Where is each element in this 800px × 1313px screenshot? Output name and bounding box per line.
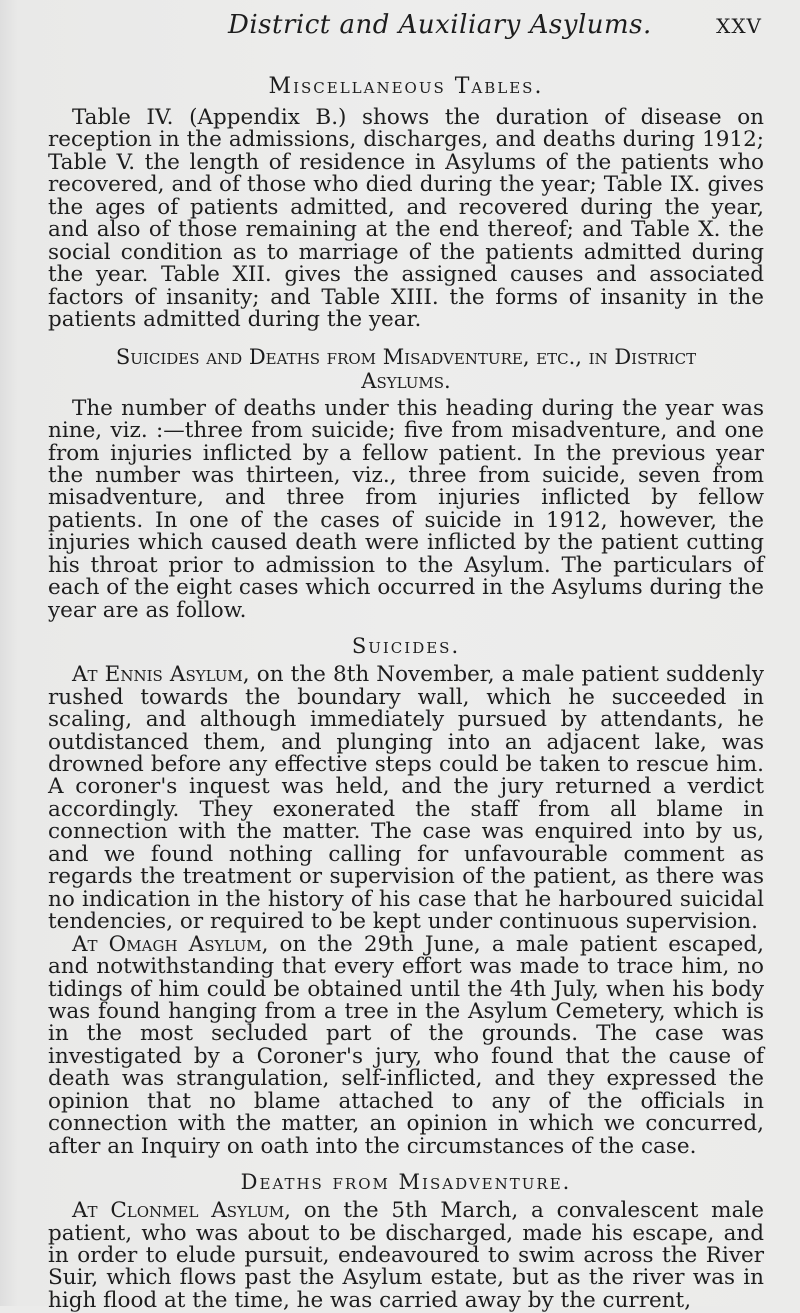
- section-heading-deaths-from-misadventure: Deaths from Misadventure.: [240, 1170, 572, 1195]
- paragraph-lead-ennis: At Ennis Asylum,: [72, 662, 250, 688]
- section-heading-line-1: Suicides and Deaths from Misadventure, etc., in District: [115, 344, 697, 369]
- page-number: XXV: [716, 14, 762, 38]
- paragraph-omagh-asylum: [48, 931, 764, 1159]
- paragraph-suicides-and-deaths: The number of deaths under this heading during the year was nine, viz. :—three from suicide; five from misadventure, and one from injuries inflicted by a fellow patient. In the previous year the number was thirteen, viz., three from suicide, seven from misadventure, and three from injuries inflicted by fellow patients. In one of the cases of suicide in 1912, however, the injuries which caused death were inflicted by the patient cutting his throat prior to admission to the Asylum. The particulars of each of the eight cases which occurred in the Asylums during the year are as follow.: [48, 395, 764, 623]
- paragraph-lead-clonmel: At Clonmel Asylum,: [72, 1198, 291, 1224]
- running-head: [0, 10, 800, 50]
- paragraph-miscellaneous-tables: Table IV. (Appendix B.) shows the duration of disease on reception in the admissions, discharges, and deaths during 1912; Table V. the length of residence in Asylums of the patients who recovered, and of those who died during the year; Table IX. gives the ages of patients admitted, and recovered during the year, and also of those remaining at the end thereof; and Table X. the social condition as to marriage of the patients admitted during the year. Table XII. gives the assigned causes and associated factors of insanity; and Table XIII. the forms of insanity in the patients admitted during the year.: [48, 105, 764, 333]
- paragraph-body-omagh: on the 29th June, a male patient escaped, and notwithstanding that every effort was made to trace him, no tidings of him could be obtained until the 4th July, when his body was found hanging from a tree in the Asylum Cemetery, which is in the most secluded part of the grounds. The case was investigated by a Coroner's jury, who found that the cause of death was strangulation, self-inflicted, and they expressed the opinion that no blame attached to any of the officials in connection with the matter, an opinion in which we concurred, after an Inquiry on oath into the circumstances of the case.: [48, 931, 764, 1159]
- section-heading-suicides: Suicides.: [351, 634, 461, 659]
- section-heading-suicides-and-deaths: [48, 346, 764, 392]
- paragraph-lead-omagh: At Omagh Asylum,: [72, 931, 269, 957]
- paragraph-ennis-asylum: [48, 664, 764, 933]
- paragraph-body-ennis: on the 8th November, a male patient suddenly rushed towards the boundary wall, which he succeeded in scaling, and although immediately pursued by attendants, he outdistanced them, and plunging into an adjacent lake, was drowned before any effective steps could be taken to rescue him. A coroner's inquest was held, and the jury returned a verdict accordingly. They exonerated the staff from all blame in connection with the matter. The case was enquired into by us, and we found nothing calling for unfavourable comment as regards the treatment or supervision of the patient, as there was no indication in the history of his case that he harboured suicidal tendencies, or required to be kept under continuous supervision.: [48, 662, 764, 935]
- paragraph-body-clonmel: on the 5th March, a convalescent male patient, who was about to be discharged, made his escape, and in order to elude pursuit, endeavoured to swim across the River Suir, which flows past the Asylum estate, but as the river was in high flood at the time, he was carried away by the current,: [48, 1198, 764, 1313]
- section-heading-line-2: Asylums.: [361, 368, 451, 393]
- paragraph-clonmel-asylum: [48, 1200, 764, 1312]
- running-title: District and Auxiliary Asylums.: [228, 10, 652, 40]
- section-heading-miscellaneous-tables: Miscellaneous Tables.: [268, 74, 544, 99]
